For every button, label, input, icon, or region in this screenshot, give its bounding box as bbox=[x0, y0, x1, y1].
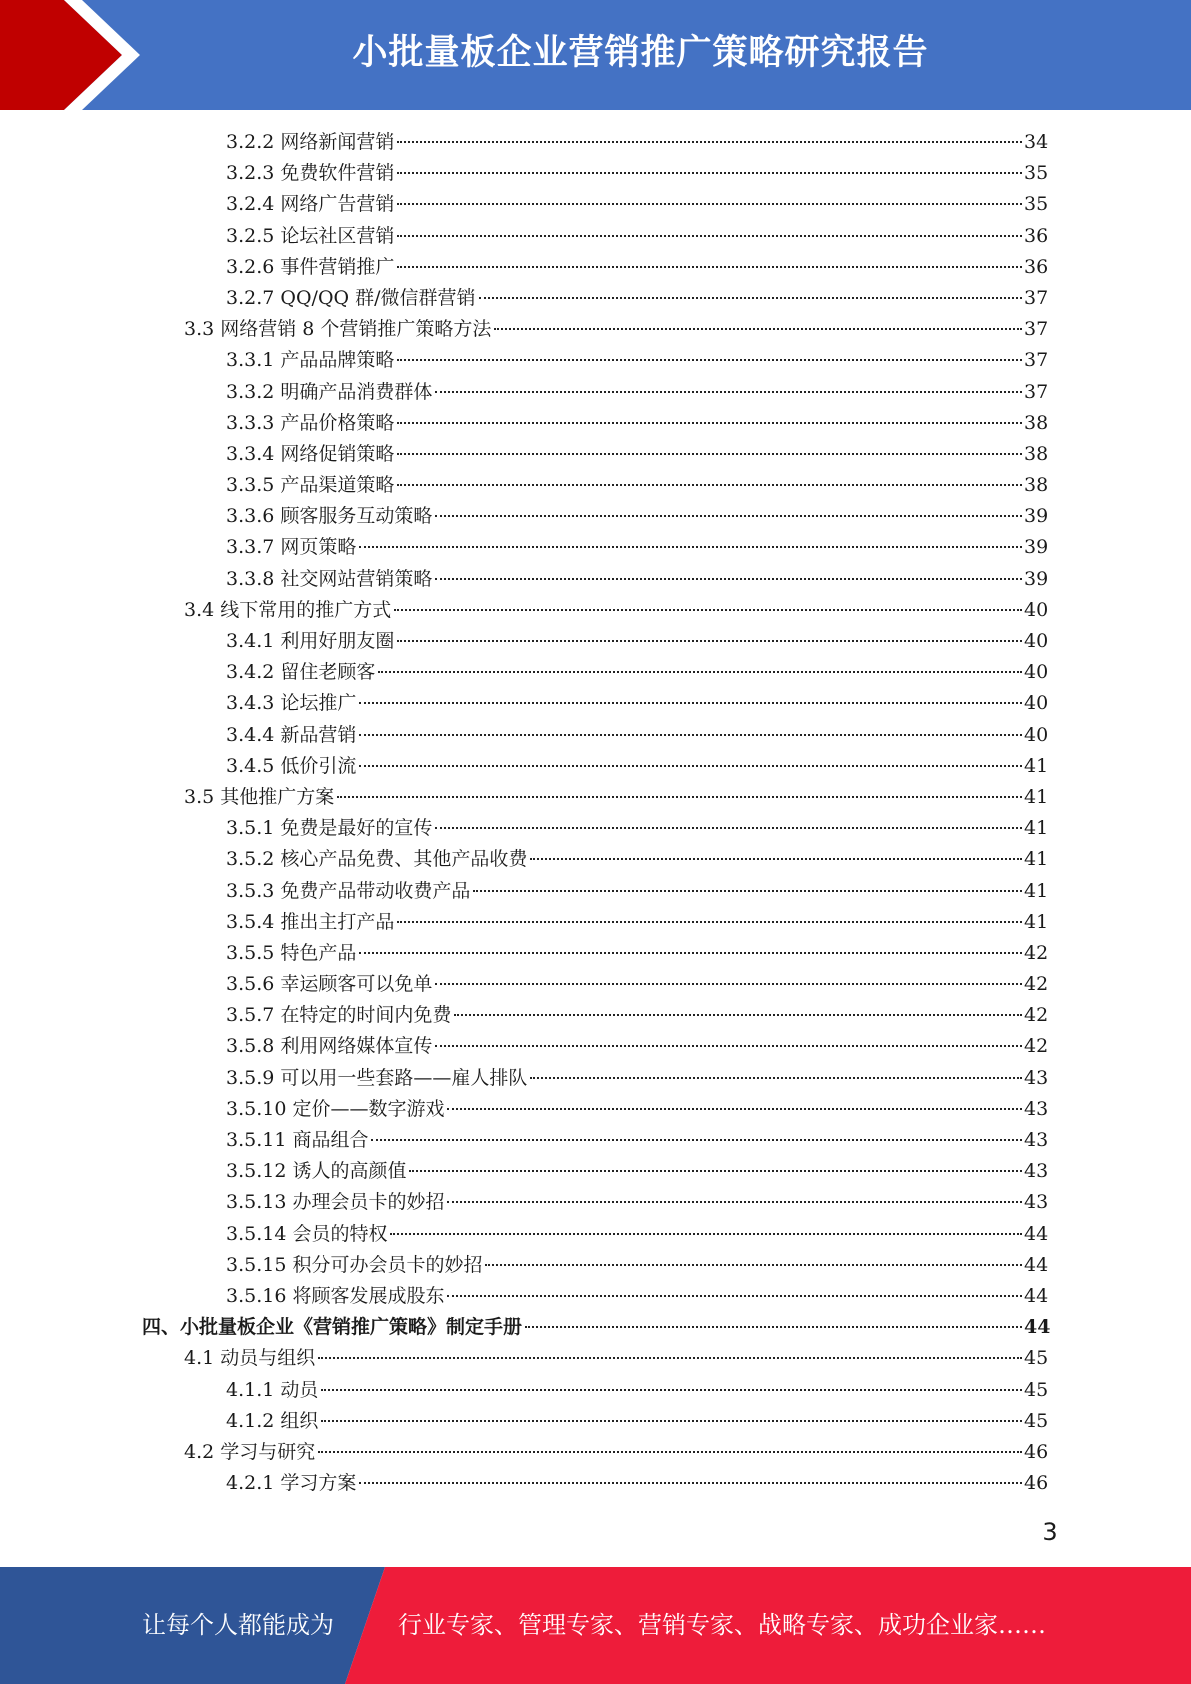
toc-entry-page: 40 bbox=[1024, 692, 1049, 715]
toc-entry[interactable] bbox=[0, 657, 1191, 688]
toc-entry[interactable] bbox=[0, 1468, 1191, 1499]
toc-entry[interactable] bbox=[0, 1406, 1191, 1437]
toc-dot-leader bbox=[479, 297, 1022, 299]
toc-entry[interactable] bbox=[0, 252, 1191, 283]
footer-slogan-left: 让每个人都能成为 bbox=[142, 1611, 334, 1639]
toc-dot-leader bbox=[321, 1389, 1022, 1391]
page-header bbox=[0, 0, 1191, 110]
footer-slogan-right: 行业专家、管理专家、营销专家、战略专家、成功企业家…… bbox=[398, 1611, 1046, 1639]
toc-entry[interactable] bbox=[0, 564, 1191, 595]
toc-dot-leader bbox=[494, 328, 1022, 330]
toc-entry-page: 35 bbox=[1024, 162, 1049, 185]
toc-entry[interactable] bbox=[0, 1437, 1191, 1468]
toc-dot-leader bbox=[435, 827, 1022, 829]
toc-entry-label: 3.5.11 商品组合 bbox=[226, 1129, 369, 1151]
toc-dot-leader bbox=[447, 1295, 1022, 1297]
toc-entry[interactable] bbox=[0, 470, 1191, 501]
toc-entry[interactable] bbox=[0, 1063, 1191, 1094]
toc-entry-page: 41 bbox=[1024, 879, 1049, 902]
toc-dot-leader bbox=[447, 1201, 1022, 1203]
toc-entry-label: 3.4.1 利用好朋友圈 bbox=[226, 630, 395, 652]
toc-entry-label: 3.2.7 QQ/QQ 群/微信群营销 bbox=[226, 286, 476, 309]
toc-entry-label: 4.1.2 组织 bbox=[226, 1409, 319, 1432]
toc-dot-leader bbox=[359, 765, 1022, 767]
toc-entry[interactable] bbox=[0, 158, 1191, 189]
toc-entry-page: 40 bbox=[1024, 661, 1049, 684]
toc-entry-label: 3.4.4 新品营销 bbox=[226, 723, 357, 746]
toc-entry[interactable] bbox=[0, 813, 1191, 844]
toc-entry-page: 43 bbox=[1024, 1129, 1049, 1151]
toc-entry-label: 3.5.3 免费产品带动收费产品 bbox=[226, 879, 471, 902]
toc-entry[interactable] bbox=[0, 1031, 1191, 1062]
toc-entry-page: 44 bbox=[1024, 1253, 1049, 1276]
toc-entry-label: 3.2.4 网络广告营销 bbox=[226, 193, 395, 216]
toc-entry[interactable] bbox=[0, 1219, 1191, 1250]
toc-entry-label: 3.3.6 顾客服务互动策略 bbox=[226, 505, 433, 528]
toc-entry[interactable] bbox=[0, 283, 1191, 314]
toc-dot-leader bbox=[435, 578, 1022, 580]
toc-entry-page: 39 bbox=[1024, 536, 1049, 559]
toc-entry-label: 3.5.4 推出主打产品 bbox=[226, 910, 395, 933]
page-footer bbox=[0, 1567, 1191, 1684]
toc-entry-label: 3.3.7 网页策略 bbox=[226, 536, 357, 559]
toc-entry-label: 四、小批量板企业《营销推广策略》制定手册 bbox=[142, 1316, 523, 1339]
toc-dot-leader bbox=[390, 1233, 1022, 1235]
toc-dot-leader bbox=[337, 796, 1022, 798]
toc-entry-label: 3.2.3 免费软件营销 bbox=[226, 162, 395, 185]
toc-entry-page: 44 bbox=[1024, 1284, 1049, 1307]
toc-dot-leader bbox=[359, 734, 1022, 736]
toc-entry-page: 35 bbox=[1024, 193, 1049, 216]
toc-dot-leader bbox=[530, 1077, 1022, 1079]
toc-entry-label: 3.4 线下常用的推广方式 bbox=[184, 598, 392, 621]
toc-entry[interactable] bbox=[0, 1343, 1191, 1374]
toc-entry-label: 3.4.2 留住老顾客 bbox=[226, 661, 376, 684]
toc-entry-label: 4.2 学习与研究 bbox=[184, 1440, 316, 1463]
toc-dot-leader bbox=[485, 1264, 1022, 1266]
toc-dot-leader bbox=[525, 1326, 1022, 1328]
page-number: 3 bbox=[1042, 1518, 1058, 1546]
toc-entry-label: 3.4.5 低价引流 bbox=[226, 754, 357, 777]
toc-dot-leader bbox=[359, 702, 1022, 704]
toc-entry-page: 43 bbox=[1024, 1160, 1049, 1183]
toc-dot-leader bbox=[454, 1014, 1022, 1016]
toc-entry-page: 41 bbox=[1024, 848, 1049, 871]
toc-dot-leader bbox=[435, 1045, 1022, 1047]
toc-entry-label: 3.5.1 免费是最好的宣传 bbox=[226, 817, 433, 840]
toc-dot-leader bbox=[473, 890, 1022, 892]
toc-entry-page: 34 bbox=[1024, 131, 1049, 153]
toc-dot-leader bbox=[397, 453, 1022, 455]
toc-entry-page: 42 bbox=[1024, 1004, 1049, 1027]
toc-dot-leader bbox=[435, 391, 1022, 393]
toc-entry-label: 3.5.10 定价——数字游戏 bbox=[226, 1097, 445, 1120]
toc-entry-label: 3.5.6 幸运顾客可以免单 bbox=[226, 973, 433, 996]
toc-entry[interactable] bbox=[0, 1281, 1191, 1312]
toc-dot-leader bbox=[397, 141, 1022, 143]
toc-dot-leader bbox=[447, 1108, 1022, 1110]
toc-entry-page: 37 bbox=[1024, 349, 1049, 372]
toc-entry-page: 41 bbox=[1024, 785, 1049, 808]
document-title: 小批量板企业营销推广策略研究报告 bbox=[352, 33, 929, 73]
toc-dot-leader bbox=[378, 671, 1022, 673]
toc-dot-leader bbox=[371, 1139, 1022, 1141]
toc-dot-leader bbox=[359, 1482, 1022, 1484]
toc-entry[interactable] bbox=[0, 1312, 1191, 1343]
toc-entry-page: 38 bbox=[1024, 442, 1049, 465]
toc-entry-page: 45 bbox=[1024, 1409, 1049, 1432]
toc-entry-page: 40 bbox=[1024, 630, 1049, 652]
toc-entry[interactable] bbox=[0, 1094, 1191, 1125]
toc-entry[interactable] bbox=[0, 782, 1191, 813]
toc-entry-label: 3.4.3 论坛推广 bbox=[226, 692, 357, 715]
toc-entry-label: 3.3.4 网络促销策略 bbox=[226, 442, 395, 465]
toc-dot-leader bbox=[359, 952, 1022, 954]
toc-entry-page: 38 bbox=[1024, 474, 1049, 497]
toc-entry-label: 3.5.12 诱人的高颜值 bbox=[226, 1160, 407, 1183]
toc-entry-page: 36 bbox=[1024, 224, 1049, 247]
toc-entry-label: 4.1.1 动员 bbox=[226, 1378, 319, 1401]
toc-entry[interactable] bbox=[0, 1250, 1191, 1281]
toc-entry[interactable] bbox=[0, 844, 1191, 875]
toc-entry-label: 3.3.1 产品品牌策略 bbox=[226, 349, 395, 372]
toc-entry[interactable] bbox=[0, 408, 1191, 439]
toc-entry-label: 3.3.3 产品价格策略 bbox=[226, 411, 395, 434]
header-arrow-decoration bbox=[0, 0, 150, 110]
toc-entry-page: 43 bbox=[1024, 1066, 1049, 1089]
toc-entry-label: 3.3.8 社交网站营销策略 bbox=[226, 567, 433, 590]
toc-entry[interactable] bbox=[0, 127, 1191, 158]
toc-entry[interactable] bbox=[0, 626, 1191, 657]
toc-entry[interactable] bbox=[0, 189, 1191, 220]
toc-entry[interactable] bbox=[0, 345, 1191, 376]
toc-dot-leader bbox=[359, 546, 1022, 548]
toc-entry[interactable] bbox=[0, 907, 1191, 938]
toc-entry-page: 42 bbox=[1024, 973, 1049, 996]
toc-entry[interactable] bbox=[0, 688, 1191, 719]
toc-entry-label: 4.2.1 学习方案 bbox=[226, 1472, 357, 1495]
toc-entry[interactable] bbox=[0, 532, 1191, 563]
toc-entry-label: 3.5.8 利用网络媒体宣传 bbox=[226, 1035, 433, 1058]
toc-entry-label: 3.5.16 将顾客发展成股东 bbox=[226, 1284, 445, 1307]
toc-entry[interactable] bbox=[0, 876, 1191, 907]
toc-entry-page: 43 bbox=[1024, 1191, 1049, 1214]
toc-entry-page: 42 bbox=[1024, 941, 1049, 964]
toc-entry-page: 46 bbox=[1024, 1440, 1049, 1463]
toc-entry-page: 44 bbox=[1024, 1222, 1049, 1245]
toc-dot-leader bbox=[397, 921, 1022, 923]
toc-dot-leader bbox=[397, 203, 1022, 205]
toc-entry-label: 3.5.7 在特定的时间内免费 bbox=[226, 1004, 452, 1027]
toc-entry[interactable] bbox=[0, 720, 1191, 751]
toc-entry[interactable] bbox=[0, 751, 1191, 782]
toc-entry[interactable] bbox=[0, 1375, 1191, 1406]
toc-entry-label: 3.2.6 事件营销推广 bbox=[226, 255, 395, 278]
toc-entry-page: 36 bbox=[1024, 255, 1049, 278]
toc-entry[interactable] bbox=[0, 221, 1191, 252]
toc-entry-page: 43 bbox=[1024, 1097, 1049, 1120]
toc-entry[interactable] bbox=[0, 377, 1191, 408]
toc-entry-page: 37 bbox=[1024, 318, 1049, 341]
toc-entry-label: 3.5.14 会员的特权 bbox=[226, 1222, 388, 1245]
toc-dot-leader bbox=[397, 266, 1022, 268]
toc-entry-page: 45 bbox=[1024, 1347, 1049, 1370]
toc-entry[interactable] bbox=[0, 938, 1191, 969]
toc-dot-leader bbox=[397, 422, 1022, 424]
toc-entry-page: 44 bbox=[1024, 1316, 1051, 1339]
toc-entry-page: 46 bbox=[1024, 1472, 1049, 1495]
toc-entry-label: 3.5.2 核心产品免费、其他产品收费 bbox=[226, 848, 528, 871]
toc-entry[interactable] bbox=[0, 969, 1191, 1000]
toc-entry-label: 3.5.9 可以用一些套路——雇人排队 bbox=[226, 1066, 528, 1089]
toc-entry[interactable] bbox=[0, 1000, 1191, 1031]
toc-entry[interactable] bbox=[0, 314, 1191, 345]
toc-entry-page: 41 bbox=[1024, 910, 1049, 933]
toc-dot-leader bbox=[394, 609, 1022, 611]
toc-entry-page: 40 bbox=[1024, 598, 1049, 621]
toc-entry-page: 37 bbox=[1024, 380, 1049, 403]
toc-dot-leader bbox=[435, 983, 1022, 985]
toc-entry-label: 4.1 动员与组织 bbox=[184, 1347, 316, 1370]
toc-dot-leader bbox=[397, 172, 1022, 174]
toc-entry-label: 3.3.2 明确产品消费群体 bbox=[226, 380, 433, 403]
toc-entry-page: 39 bbox=[1024, 505, 1049, 528]
toc-entry-page: 41 bbox=[1024, 754, 1049, 777]
toc-entry[interactable] bbox=[0, 1156, 1191, 1187]
toc-dot-leader bbox=[397, 235, 1022, 237]
toc-dot-leader bbox=[318, 1357, 1022, 1359]
toc-entry-page: 41 bbox=[1024, 817, 1049, 840]
toc-entry-label: 3.5.13 办理会员卡的妙招 bbox=[226, 1191, 445, 1214]
table-of-contents bbox=[0, 127, 1191, 1499]
toc-entry[interactable] bbox=[0, 1187, 1191, 1218]
toc-entry-page: 40 bbox=[1024, 723, 1049, 746]
toc-entry-page: 45 bbox=[1024, 1378, 1049, 1401]
toc-dot-leader bbox=[397, 484, 1022, 486]
toc-entry-label: 3.5.15 积分可办会员卡的妙招 bbox=[226, 1253, 483, 1276]
toc-entry-label: 3.5.5 特色产品 bbox=[226, 941, 357, 964]
toc-dot-leader bbox=[321, 1420, 1022, 1422]
toc-entry[interactable] bbox=[0, 501, 1191, 532]
toc-entry[interactable] bbox=[0, 595, 1191, 626]
toc-entry-page: 42 bbox=[1024, 1035, 1049, 1058]
toc-entry[interactable] bbox=[0, 439, 1191, 470]
toc-entry-label: 3.5 其他推广方案 bbox=[184, 785, 335, 808]
toc-entry-label: 3.3 网络营销 8 个营销推广策略方法 bbox=[184, 318, 492, 341]
toc-dot-leader bbox=[318, 1451, 1022, 1453]
toc-dot-leader bbox=[397, 359, 1022, 361]
toc-entry-label: 3.2.2 网络新闻营销 bbox=[226, 131, 395, 153]
toc-entry-page: 37 bbox=[1024, 286, 1049, 309]
toc-dot-leader bbox=[435, 515, 1022, 517]
toc-entry-label: 3.3.5 产品渠道策略 bbox=[226, 474, 395, 497]
toc-dot-leader bbox=[409, 1170, 1022, 1172]
toc-dot-leader bbox=[397, 640, 1022, 642]
toc-dot-leader bbox=[530, 858, 1022, 860]
toc-entry-label: 3.2.5 论坛社区营销 bbox=[226, 224, 395, 247]
toc-entry-page: 38 bbox=[1024, 411, 1049, 434]
toc-entry[interactable] bbox=[0, 1125, 1191, 1156]
toc-entry-page: 39 bbox=[1024, 567, 1049, 590]
